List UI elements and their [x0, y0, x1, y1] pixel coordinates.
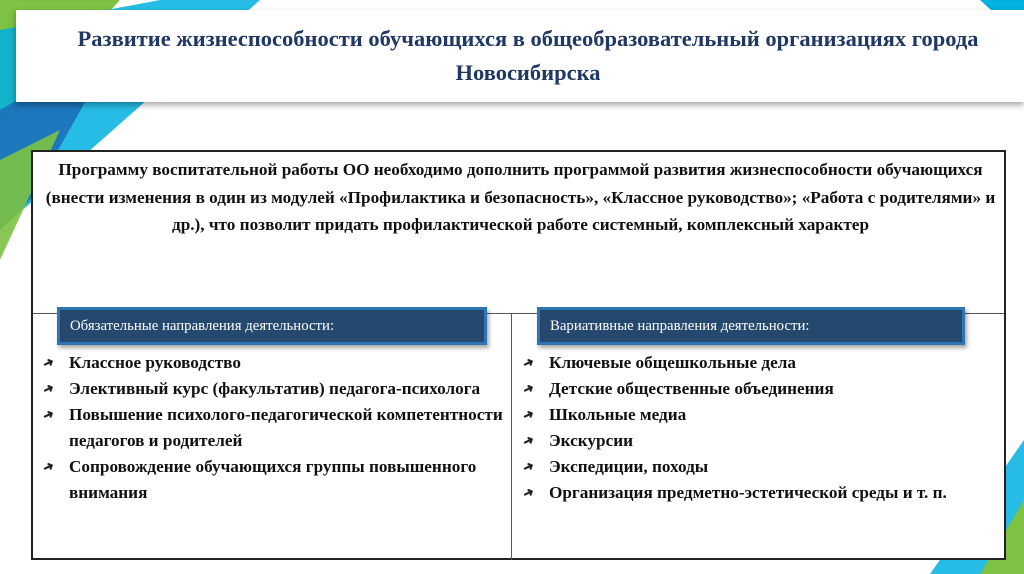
list-item: ➜ Экспедиции, походы — [513, 454, 993, 480]
arrow-bullet-icon: ➜ — [520, 353, 537, 372]
optional-directions-list — [513, 350, 993, 506]
mandatory-directions-list — [33, 350, 503, 506]
arrow-bullet-icon: ➜ — [40, 405, 57, 424]
intro-text: Программу воспитательной работы ОО необходимо дополнить программой развития жизнеспособности обучающихся (внести изменения в один из модулей «Профилактика и безопасность», «Классное руководство»; «Работа с родителями» и др.), что позволит придать профилактической работе системный, комплексный характер — [45, 160, 996, 234]
list-item: ➜ Сопровождение обучающихся группы повышенного внимания — [33, 454, 503, 506]
arrow-bullet-icon: ➜ — [520, 379, 537, 398]
list-item: ➜ Ключевые общешкольные дела — [513, 350, 993, 376]
arrow-bullet-icon: ➜ — [40, 379, 57, 398]
page-title: Развитие жизнеспособности обучающихся в общеобразовательный организациях города Новосибирска — [77, 26, 979, 85]
arrow-bullet-icon: ➜ — [520, 405, 537, 424]
arrow-bullet-icon: ➜ — [520, 431, 537, 450]
mandatory-directions-header: Обязательные направления деятельности: — [57, 307, 487, 345]
list-item: ➜ Повышение психолого-педагогической компетентности педагогов и родителей — [33, 402, 503, 454]
list-item: ➜ Элективный курс (факультатив) педагога-психолога — [33, 376, 503, 402]
list-item: ➜ Классное руководство — [33, 350, 503, 376]
content-frame — [31, 150, 1006, 560]
list-item: ➜ Школьные медиа — [513, 402, 993, 428]
list-item: ➜ Детские общественные объединения — [513, 376, 993, 402]
arrow-bullet-icon: ➜ — [520, 457, 537, 476]
list-item: ➜ Экскурсии — [513, 428, 993, 454]
list-item: ➜ Организация предметно-эстетической среды и т. п. — [513, 480, 993, 506]
vertical-divider — [511, 313, 512, 560]
arrow-bullet-icon: ➜ — [520, 483, 537, 502]
optional-directions-header: Вариативные направления деятельности: — [537, 307, 965, 345]
arrow-bullet-icon: ➜ — [40, 457, 57, 476]
arrow-bullet-icon: ➜ — [40, 353, 57, 372]
